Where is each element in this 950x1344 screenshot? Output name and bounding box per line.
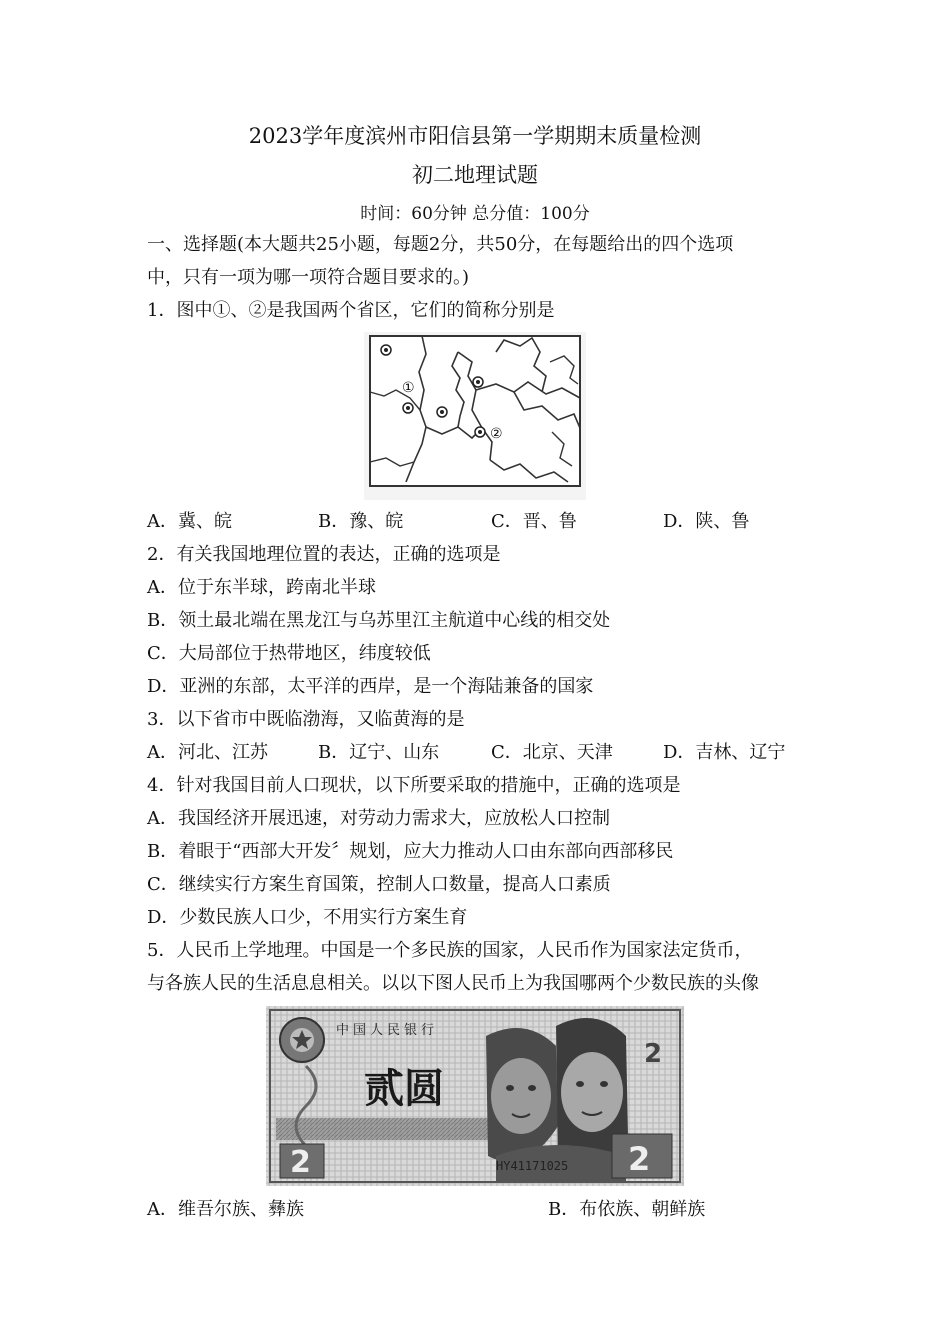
q1-stem: 1．图中①、②是我国两个省区，它们的简称分别是: [147, 300, 555, 321]
q3-option-b: B．辽宁、山东: [318, 742, 440, 763]
q4-option-d: D．少数民族人口少，不用实行方案生育: [147, 907, 468, 928]
q4-option-c: C．继续实行方案生育国策，控制人口数量，提高人口素质: [147, 874, 611, 895]
q3-option-a: A．河北、江苏: [147, 742, 268, 763]
q2-stem: 2．有关我国地理位置的表达，正确的选项是: [147, 544, 501, 565]
denomination-text: 贰圆: [364, 1065, 444, 1112]
q1-option-a: A．冀、皖: [147, 511, 232, 532]
map-label-1: ①: [402, 380, 415, 396]
exam-info: 时间：60分钟 总分值：100分: [360, 204, 590, 224]
q4-option-b: B．着眼于“西部大开发〞规划，应大力推动人口由东部向西部移民: [147, 841, 674, 862]
numeral-top-right: 2: [644, 1039, 663, 1069]
q4-option-a: A．我国经济开展迅速，对劳动力需求大，应放松人口控制: [147, 808, 610, 829]
q3-option-c: C．北京、天津: [491, 742, 613, 763]
q5-option-a: A．维吾尔族、彝族: [147, 1199, 304, 1220]
q4-stem: 4．针对我国目前人口现状，以下所要采取的措施中，正确的选项是: [147, 775, 681, 796]
minority-portraits-image: [486, 1018, 628, 1182]
q5-stem-line2: 与各族人民的生活息息相关。以以下图人民币上为我国哪两个少数民族的头像: [147, 973, 759, 994]
numeral-bottom-left: 2: [290, 1145, 311, 1180]
q2-option-d: D．亚洲的东部，太平洋的西岸，是一个海陆兼备的国家: [147, 676, 594, 697]
bank-name: 中国人民银行: [336, 1023, 439, 1038]
q5-option-b: B．布依族、朝鲜族: [548, 1199, 706, 1220]
q3-option-d: D．吉林、辽宁: [663, 742, 786, 763]
q2-option-b: B．领土最北端在黑龙江与乌苏里江主航道中心线的相交处: [147, 610, 611, 631]
numeral-bottom-right: 2: [628, 1140, 651, 1178]
q2-option-c: C．大局部位于热带地区，纬度较低: [147, 643, 431, 664]
province-map-figure: [364, 332, 586, 500]
q2-option-a: A．位于东半球，跨南北半球: [147, 577, 376, 598]
section-instruction-line2: 中，只有一项为哪一项符合题目要求的。): [147, 267, 470, 288]
q3-stem: 3．以下省市中既临渤海，又临黄海的是: [147, 709, 465, 730]
exam-title: 2023学年度滨州市阳信县第一学期期末质量检测: [248, 124, 702, 148]
province-map: [364, 332, 586, 500]
q1-option-c: C．晋、鲁: [491, 511, 577, 532]
q1-option-d: D．陕、鲁: [663, 511, 750, 532]
exam-subtitle: 初二地理试题: [412, 163, 538, 187]
q5-stem-line1: 5．人民币上学地理。中国是一个多民族的国家，人民币作为国家法定货币，: [147, 940, 753, 961]
banknote-image: [266, 1006, 684, 1186]
serial-number: HY41171025: [496, 1159, 569, 1173]
q1-option-b: B．豫、皖: [318, 511, 404, 532]
banknote-figure: [266, 1006, 684, 1186]
map-label-2: ②: [490, 426, 503, 442]
section-instruction-line1: 一、选择题(本大题共25小题，每题2分，共50分，在每题给出的四个选项: [147, 234, 734, 255]
